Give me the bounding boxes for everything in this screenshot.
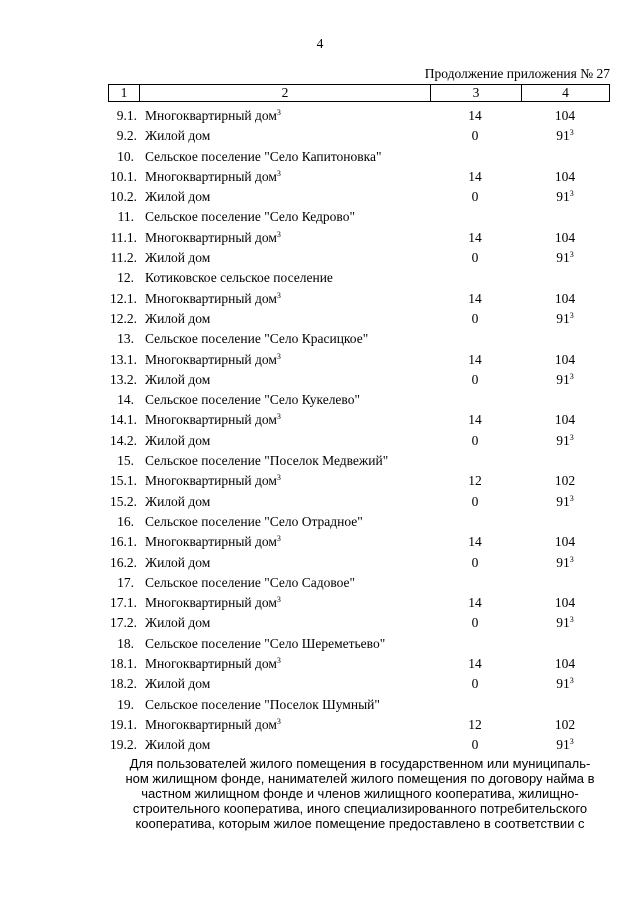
table-row	[0, 410, 640, 430]
row-name-text: Сельское поселение "Поселок Медвежий"	[145, 453, 389, 469]
row-number: 15.2.	[110, 493, 137, 509]
row-name-text: Жилой дом	[145, 432, 211, 448]
row-name-text: Сельское поселение "Село Капитоновка"	[145, 148, 382, 164]
row-number: 19.1.	[110, 716, 137, 732]
row-col-4-value: 104	[554, 290, 576, 306]
row-name	[145, 126, 210, 146]
row-col-4	[530, 289, 600, 309]
row-name	[145, 553, 210, 573]
row-col-4	[530, 370, 600, 390]
table-row	[0, 187, 640, 207]
footnote-line: строительного кооператива, иного специализированного потребительского	[132, 801, 588, 816]
footnote-marker: 3	[569, 371, 574, 381]
row-number: 15.	[117, 453, 134, 469]
row-name-text: Жилой дом	[145, 250, 211, 266]
row-col-3: 14	[468, 168, 482, 184]
row-col-3: 0	[471, 310, 479, 326]
footnote-marker: 3	[276, 290, 281, 300]
row-number: 19.	[117, 696, 134, 712]
row-name	[145, 512, 363, 532]
row-number: 18.	[117, 635, 134, 651]
footnote-marker: 3	[276, 108, 281, 117]
row-name	[145, 329, 368, 349]
row-name-text: Жилой дом	[145, 554, 211, 570]
row-name	[145, 309, 210, 329]
row-name	[145, 350, 281, 370]
row-name-text: Многоквартирный дом	[145, 351, 277, 367]
footnote-marker: 3	[569, 493, 574, 503]
row-col-4	[530, 410, 600, 430]
row-col-4-value: 104	[554, 656, 576, 672]
footnote-line: частном жилищном фонде и членов жилищного кооператива, жилищно-	[141, 786, 579, 801]
row-name-text: Жилой дом	[145, 310, 211, 326]
footnote-line: ном жилищном фонде, нанимателей жилого помещения по договору найма в	[125, 771, 595, 786]
row-col-3: 14	[468, 595, 482, 611]
row-name-text: Многоквартирный дом	[145, 229, 277, 245]
section-row	[0, 573, 640, 593]
row-number: 11.1.	[110, 229, 137, 245]
row-col-3: 0	[471, 493, 479, 509]
table-row	[0, 471, 640, 491]
row-col-4-value: 91	[556, 554, 570, 570]
table-row	[0, 167, 640, 187]
page-number: 4	[316, 36, 324, 51]
row-col-4-value: 91	[556, 371, 570, 387]
row-col-4-value: 104	[554, 595, 576, 611]
section-row	[0, 329, 640, 349]
row-col-4	[530, 106, 600, 126]
row-col-4-value: 104	[554, 108, 576, 123]
row-name-text: Сельское поселение "Село Отрадное"	[145, 513, 363, 529]
row-name	[145, 471, 281, 491]
table-row	[0, 289, 640, 309]
footnote-marker: 3	[276, 351, 281, 361]
row-name-text: Жилой дом	[145, 371, 211, 387]
footnote-marker: 3	[276, 595, 281, 605]
row-col-4-value: 104	[554, 168, 576, 184]
section-row	[0, 207, 640, 227]
table-row	[0, 106, 640, 126]
row-col-4	[530, 735, 600, 755]
row-col-4-value: 104	[554, 351, 576, 367]
row-name-text: Сельское поселение "Поселок Шумный"	[145, 696, 380, 712]
row-name-text: Многоквартирный дом	[145, 412, 277, 428]
row-name	[145, 207, 355, 227]
table-row	[0, 593, 640, 613]
row-number: 18.2.	[110, 676, 137, 692]
row-col-4-value: 104	[554, 412, 576, 428]
row-number: 16.2.	[110, 554, 137, 570]
row-col-4-value: 91	[556, 250, 570, 266]
table-row	[0, 248, 640, 268]
row-col-3: 0	[471, 615, 479, 631]
appendix-continuation-label: Продолжение приложения № 27	[424, 66, 610, 81]
row-name	[145, 431, 210, 451]
row-name-text: Сельское поселение "Село Кукелево"	[145, 392, 360, 408]
header-col-2: 2	[140, 85, 431, 101]
row-number: 19.2.	[110, 737, 137, 753]
row-name	[145, 715, 281, 735]
row-col-3: 14	[468, 290, 482, 306]
row-name	[145, 268, 333, 288]
row-col-4	[530, 532, 600, 552]
footnote-marker: 3	[276, 473, 281, 483]
row-col-3: 14	[468, 229, 482, 245]
row-col-4	[530, 613, 600, 633]
row-col-4	[530, 674, 600, 694]
row-col-3: 0	[471, 189, 479, 205]
footnote-marker: 3	[569, 676, 574, 686]
row-col-4	[530, 309, 600, 329]
row-col-4	[530, 471, 600, 491]
row-col-4	[530, 553, 600, 573]
row-name	[145, 573, 355, 593]
row-name	[145, 451, 388, 471]
row-col-3: 14	[468, 656, 482, 672]
row-col-3: 0	[471, 432, 479, 448]
row-col-4	[530, 654, 600, 674]
row-col-4	[530, 350, 600, 370]
header-col-4: 4	[562, 85, 569, 100]
row-number: 14.1.	[110, 412, 137, 428]
row-name	[145, 167, 281, 187]
row-col-4-value: 102	[554, 473, 576, 489]
row-number: 13.	[117, 331, 134, 347]
row-name	[145, 370, 210, 390]
row-number: 9.2.	[116, 128, 137, 144]
row-name-text: Многоквартирный дом	[145, 534, 277, 550]
row-number: 16.	[117, 513, 134, 529]
row-name-text: Жилой дом	[145, 189, 211, 205]
footnote-marker: 3	[569, 189, 574, 199]
row-number: 17.	[117, 574, 134, 590]
row-col-4	[530, 431, 600, 451]
row-col-4-value: 91	[556, 128, 570, 144]
row-name-text: Сельское поселение "Село Кедрово"	[145, 209, 355, 225]
row-number: 13.2.	[110, 371, 137, 387]
row-number: 10.1.	[110, 168, 137, 184]
row-number: 13.1.	[110, 351, 137, 367]
row-name	[145, 289, 281, 309]
table-body	[0, 106, 640, 756]
footnote-marker: 3	[276, 716, 281, 726]
table-row	[0, 735, 640, 755]
footnote-marker: 3	[569, 432, 574, 442]
footnote-marker: 3	[569, 737, 574, 747]
table-row	[0, 126, 640, 146]
row-number: 11.2.	[110, 250, 137, 266]
row-number: 14.2.	[110, 432, 137, 448]
row-col-3: 14	[468, 412, 482, 428]
row-col-3: 0	[471, 371, 479, 387]
row-name	[145, 106, 281, 126]
section-row	[0, 512, 640, 532]
row-name-text: Многоквартирный дом	[145, 656, 277, 672]
row-number: 12.	[117, 270, 134, 286]
row-number: 15.1.	[110, 473, 137, 489]
row-name-text: Сельское поселение "Село Красицкое"	[145, 331, 369, 347]
row-name	[145, 228, 281, 248]
row-col-4-value: 91	[556, 493, 570, 509]
row-col-4-value: 102	[554, 716, 576, 732]
row-col-3: 14	[468, 351, 482, 367]
row-col-4-value: 91	[556, 432, 570, 448]
row-name	[145, 613, 210, 633]
row-col-4	[530, 593, 600, 613]
table-row	[0, 532, 640, 552]
table-row	[0, 613, 640, 633]
section-row	[0, 451, 640, 471]
table-header	[108, 84, 610, 102]
section-row	[0, 390, 640, 410]
row-col-3: 0	[471, 737, 479, 753]
row-number: 17.2.	[110, 615, 137, 631]
row-name-text: Жилой дом	[145, 676, 211, 692]
row-col-3: 0	[471, 128, 479, 144]
row-col-4	[530, 228, 600, 248]
row-col-4-value: 91	[556, 189, 570, 205]
row-number: 18.1.	[110, 656, 137, 672]
footnote-marker: 3	[276, 412, 281, 422]
table-row	[0, 309, 640, 329]
row-name-text: Многоквартирный дом	[145, 290, 277, 306]
row-number: 11.	[117, 209, 134, 225]
row-name-text: Многоквартирный дом	[145, 716, 277, 732]
row-number: 12.2.	[110, 310, 137, 326]
row-name	[145, 735, 210, 755]
row-col-4-value: 104	[554, 229, 576, 245]
row-name	[145, 248, 210, 268]
table-row	[0, 350, 640, 370]
row-name	[145, 390, 360, 410]
section-row	[0, 634, 640, 654]
row-name-text: Многоквартирный дом	[145, 168, 277, 184]
row-col-3: 14	[468, 108, 482, 123]
footnote-marker: 3	[276, 229, 281, 239]
table-row	[0, 370, 640, 390]
table-row	[0, 674, 640, 694]
row-col-3: 0	[471, 250, 479, 266]
table-row	[0, 228, 640, 248]
row-name-text: Котиковское сельское поселение	[145, 270, 333, 286]
row-name	[145, 674, 210, 694]
header-col-1: 1	[109, 85, 140, 101]
footnote-marker: 3	[569, 310, 574, 320]
footnote-marker: 3	[276, 534, 281, 544]
row-col-4-value: 91	[556, 676, 570, 692]
section-row	[0, 147, 640, 167]
footnote-line: кооператива, которым жилое помещение предоставлено в соответствии с	[135, 816, 585, 831]
footnote-marker: 3	[569, 554, 574, 564]
row-name	[145, 410, 281, 430]
footnote-text	[100, 756, 620, 831]
footnote-marker: 3	[276, 168, 281, 178]
row-number: 17.1.	[110, 595, 137, 611]
row-name	[145, 532, 281, 552]
row-col-3: 0	[471, 676, 479, 692]
row-col-3: 12	[468, 716, 482, 732]
table-row	[0, 431, 640, 451]
row-name-text: Многоквартирный дом	[145, 595, 277, 611]
row-name	[145, 695, 380, 715]
row-name	[145, 593, 281, 613]
table-row	[0, 654, 640, 674]
row-number: 10.	[117, 148, 134, 164]
row-name-text: Сельское поселение "Село Шереметьево"	[145, 635, 386, 651]
footnote-marker: 3	[569, 250, 574, 260]
row-col-4	[530, 187, 600, 207]
row-name-text: Многоквартирный дом	[145, 473, 277, 489]
header-col-3: 3	[431, 85, 522, 101]
table-row	[0, 715, 640, 735]
row-col-4-value: 91	[556, 310, 570, 326]
row-name-text: Многоквартирный дом	[145, 108, 277, 123]
row-name	[145, 654, 281, 674]
row-name	[145, 147, 382, 167]
row-name	[145, 187, 210, 207]
row-number: 10.2.	[110, 189, 137, 205]
row-number: 16.1.	[110, 534, 137, 550]
row-number: 9.1.	[116, 108, 137, 123]
row-number: 14.	[117, 392, 134, 408]
row-col-4-value: 91	[556, 737, 570, 753]
footnote-marker: 3	[569, 615, 574, 625]
row-col-3: 0	[471, 554, 479, 570]
row-col-3: 12	[468, 473, 482, 489]
row-name-text: Жилой дом	[145, 615, 211, 631]
row-name-text: Жилой дом	[145, 128, 211, 144]
row-col-3: 14	[468, 534, 482, 550]
table-row	[0, 492, 640, 512]
row-name-text: Жилой дом	[145, 737, 211, 753]
footnote-marker: 3	[276, 656, 281, 666]
section-row	[0, 695, 640, 715]
row-col-4	[530, 126, 600, 146]
footnote-marker: 3	[569, 128, 574, 138]
section-row	[0, 268, 640, 288]
row-col-4	[530, 715, 600, 735]
table-row	[0, 553, 640, 573]
row-col-4	[530, 167, 600, 187]
row-name-text: Жилой дом	[145, 493, 211, 509]
row-col-4	[530, 248, 600, 268]
row-number: 12.1.	[110, 290, 137, 306]
footnote-line: Для пользователей жилого помещения в государственном или муниципаль-	[129, 756, 591, 771]
row-col-4	[530, 492, 600, 512]
row-col-4-value: 104	[554, 534, 576, 550]
row-name	[145, 634, 385, 654]
row-name	[145, 492, 210, 512]
row-name-text: Сельское поселение "Село Садовое"	[145, 574, 356, 590]
row-col-4-value: 91	[556, 615, 570, 631]
